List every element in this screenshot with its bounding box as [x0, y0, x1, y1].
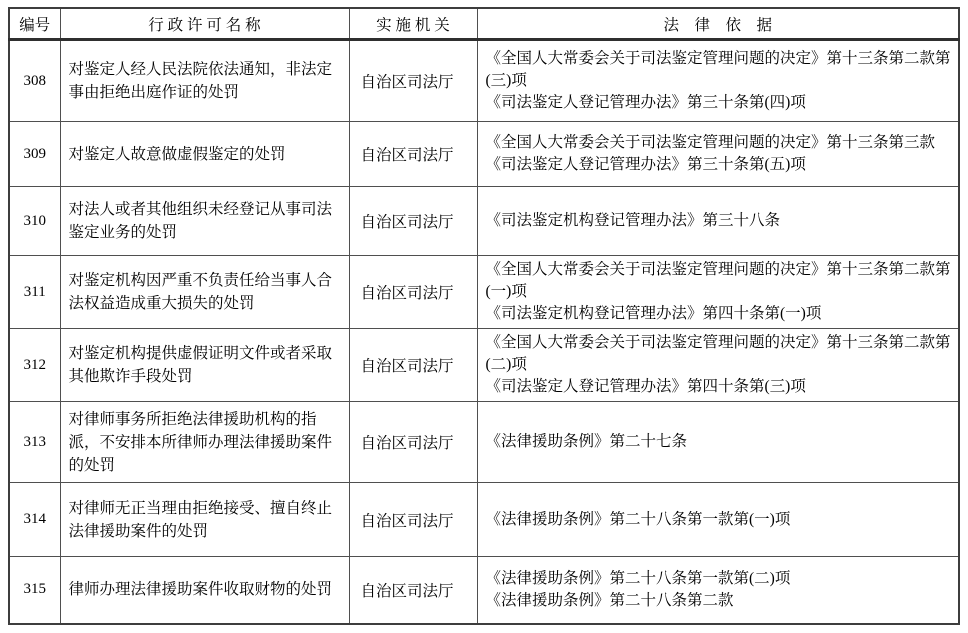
legal-citation: 《全国人大常委会关于司法鉴定管理问题的决定》第十三条第三款: [485, 134, 936, 151]
table-row: [9, 483, 959, 557]
table-row: [9, 329, 959, 402]
cell-id: 308: [9, 40, 60, 122]
cell-id: 315: [9, 557, 60, 624]
legal-citation: 《法律援助条例》第二十七条: [485, 433, 688, 450]
cell-permit-name: 对法人或者其他组织未经登记从事司法鉴定业务的处罚: [60, 187, 349, 256]
column-header-legal-basis: 法 律 依 据: [477, 8, 959, 40]
cell-permit-name: 对鉴定人经人民法院依法通知，非法定事由拒绝出庭作证的处罚: [60, 40, 349, 122]
column-header-agency: 实 施 机 关: [349, 8, 477, 40]
cell-legal-basis: [477, 329, 959, 402]
legal-citation: 《法律援助条例》第二十八条第一款第(二)项: [485, 569, 791, 587]
cell-id: 312: [9, 329, 60, 402]
cell-permit-name: 对律师无正当理由拒绝接受、擅自终止法律援助案件的处罚: [60, 483, 349, 557]
legal-citation: 《司法鉴定机构登记管理办法》第三十八条: [485, 212, 781, 229]
cell-id: 313: [9, 402, 60, 483]
legal-citation: 《法律援助条例》第二十八条第一款第(一)项: [485, 510, 791, 528]
cell-legal-basis: [477, 483, 959, 557]
table-row: [9, 402, 959, 483]
column-header-id: 编号: [9, 8, 60, 40]
cell-id: 311: [9, 256, 60, 329]
legal-citation: 《司法鉴定人登记管理办法》第三十条第(四)项: [485, 94, 806, 111]
table-row: [9, 187, 959, 256]
cell-legal-basis: [477, 256, 959, 329]
cell-permit-name: 对鉴定机构提供虚假证明文件或者采取其他欺诈手段处罚: [60, 329, 349, 402]
legal-citation: 《全国人大常委会关于司法鉴定管理问题的决定》第十三条第二款第(三)项: [485, 50, 951, 89]
legal-citation: 《司法鉴定机构登记管理办法》第四十条第(一)项: [485, 305, 822, 322]
table-row: [9, 40, 959, 122]
cell-agency: 自治区司法厅: [349, 122, 477, 187]
cell-permit-name: 对鉴定机构因严重不负责任给当事人合法权益造成重大损失的处罚: [60, 256, 349, 329]
cell-legal-basis: [477, 402, 959, 483]
table-row: [9, 256, 959, 329]
table-header-row: [9, 8, 959, 40]
cell-agency: 自治区司法厅: [349, 329, 477, 402]
legal-citation: 《司法鉴定人登记管理办法》第三十条第(五)项: [485, 156, 806, 173]
cell-id: 310: [9, 187, 60, 256]
cell-permit-name: 对鉴定人故意做虚假鉴定的处罚: [60, 122, 349, 187]
table-row: [9, 122, 959, 187]
cell-legal-basis: [477, 187, 959, 256]
column-header-permit-name: 行 政 许 可 名 称: [60, 8, 349, 40]
cell-agency: 自治区司法厅: [349, 483, 477, 557]
cell-agency: 自治区司法厅: [349, 40, 477, 122]
cell-legal-basis: [477, 40, 959, 122]
legal-citation: 《法律援助条例》第二十八条第二款: [485, 591, 734, 609]
legal-citation: 《司法鉴定人登记管理办法》第四十条第(三)项: [485, 378, 806, 395]
legal-citation: 《全国人大常委会关于司法鉴定管理问题的决定》第十三条第二款第(二)项: [485, 334, 951, 373]
table-row: [9, 557, 959, 624]
cell-permit-name: 律师办理法律援助案件收取财物的处罚: [60, 557, 349, 624]
cell-agency: 自治区司法厅: [349, 256, 477, 329]
administrative-permit-table: [8, 7, 960, 625]
legal-citation: 《全国人大常委会关于司法鉴定管理问题的决定》第十三条第二款第(一)项: [485, 261, 951, 300]
cell-legal-basis: [477, 122, 959, 187]
cell-agency: 自治区司法厅: [349, 187, 477, 256]
cell-id: 314: [9, 483, 60, 557]
cell-agency: 自治区司法厅: [349, 557, 477, 624]
cell-agency: 自治区司法厅: [349, 402, 477, 483]
cell-permit-name: 对律师事务所拒绝法律援助机构的指派，不安排本所律师办理法律援助案件的处罚: [60, 402, 349, 483]
cell-id: 309: [9, 122, 60, 187]
cell-legal-basis: [477, 557, 959, 624]
